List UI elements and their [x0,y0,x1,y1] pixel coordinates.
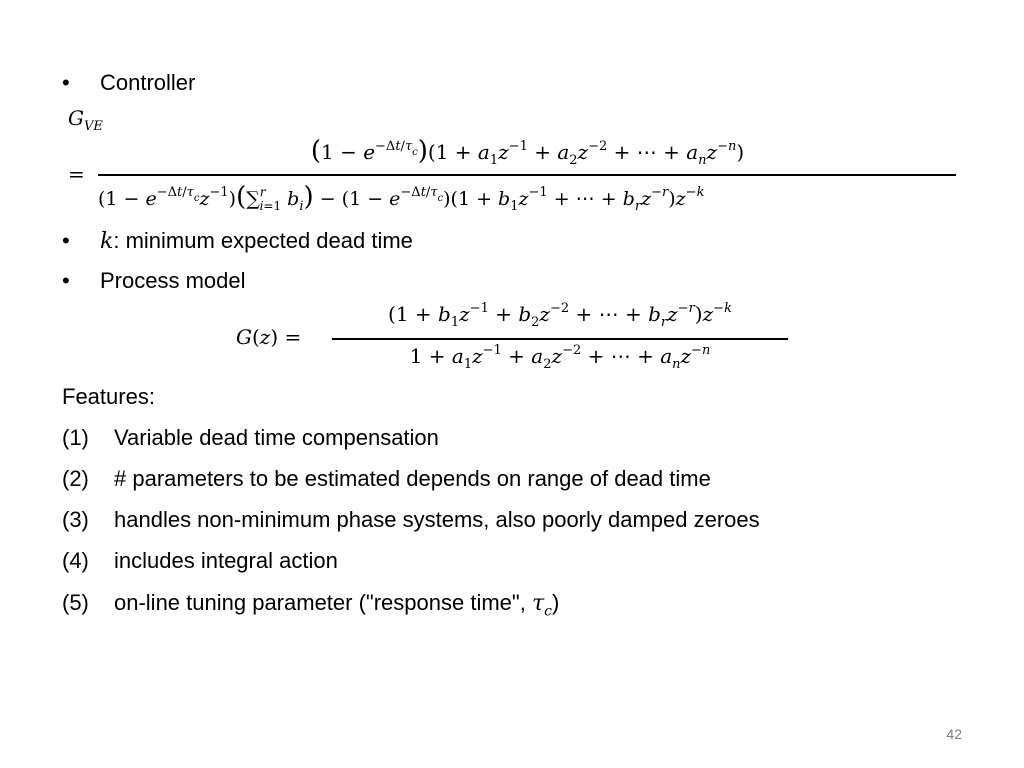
tau-c-symbol: $\tau_c$ [531,591,552,620]
feature-text: # parameters to be estimated depends on range of dead time [114,466,711,491]
process-lhs: G(z) = [236,325,302,349]
k-description: : minimum expected dead time [113,228,413,253]
feature-text: on-line tuning parameter ("response time", [114,590,532,615]
controller-label: Controller [100,70,196,95]
feature-text: Variable dead time compensation [114,425,439,450]
feature-text: handles non-minimum phase systems, also poorly damped zeroes [114,507,760,532]
features-heading: Features: [62,384,155,409]
feature-number: (3) [62,507,89,532]
feature-number: (4) [62,548,89,573]
feature-item-5 [114,590,559,624]
controller-fraction-bar [98,174,956,176]
controller-numerator: $(1 - e^{-\Delta t/\tau_c})(1 + a_1z^{-1} + a_2z^{-2}$ + ⋯ + $a_nz^{-n}$) [310,136,745,168]
bullet-dot: • [62,268,70,293]
process-fraction-bar [332,338,788,340]
k-bullet [100,228,413,255]
feature-number: (5) [62,590,89,615]
k-symbol: k [100,229,114,254]
feature-text: includes integral action [114,548,338,573]
process-numerator: ($1 + b_1z^{-1} + b_2z^{-2}$ + ⋯ + $b_rz^{-r})z^{-k}$ [388,301,732,330]
controller-lhs: $G_{VE}$ [68,106,103,134]
feature-number: (1) [62,425,89,450]
process-denominator: $1 + a_1z^{-1} + a_2z^{-2}$ + ⋯ + $a_nz^{-n}$ [409,343,711,372]
controller-denominator: $(1 - e^{-\Delta t/\tau_c}z^{-1})(\sum^r_{i=1}$ $b_i) - (1 - e^{-\Delta t/\tau_c})(1 + b_1z^{-1}$ + ⋯ + $b_rz^{-r})z^{-k}$ [98,182,705,214]
controller-equals: = [68,162,85,186]
page-number: 42 [946,726,962,742]
bullet-dot: • [62,228,70,253]
bullet-dot: • [62,70,70,95]
feature-text-tail: ) [551,590,560,615]
feature-number: (2) [62,466,89,491]
process-model-label: Process model [100,268,246,293]
